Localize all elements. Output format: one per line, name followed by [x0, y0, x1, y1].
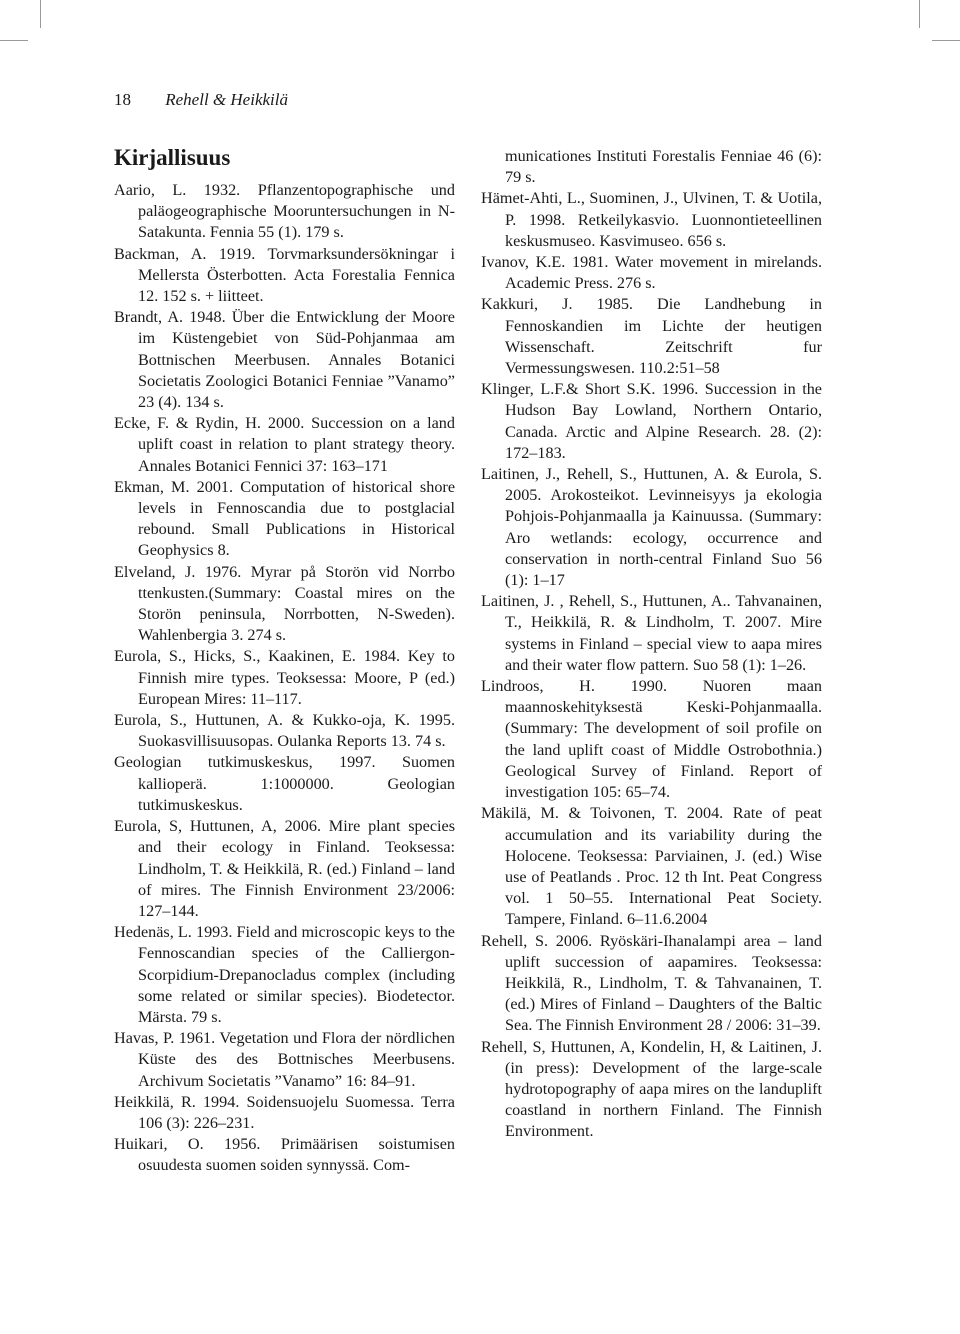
- reference-entry: Ekman, M. 2001. Computation of historical shore levels in Fennoscandia due to postglacial rebound. Small Publications in Historical Geophysics 8.: [114, 477, 455, 560]
- reference-entry: Rehell, S. 2006. Ryöskäri-Ihanalampi area – land uplift succession of aapamires. Teoksessa: Heikkilä, R., Lindholm, T. & Tahvanainen, T. (ed.) Mires of Finland – Daughters of the Baltic Sea. The Finnish Environment 28 / 2006: 31–39.: [481, 931, 822, 1035]
- reference-entry: Hedenäs, L. 1993. Field and microscopic keys to the Fennoscandian species of the Calliergon-Scorpidium-Drepanocladus complex (including some related or similar species). Biodetector. Märsta. 79 s.: [114, 923, 455, 1026]
- reference-entry: Eurola, S, Huttunen, A, 2006. Mire plant species and their ecology in Finland. Teoksessa: Lindholm, T. & Heikkilä, R. (ed.) Finland – land of mires. The Finnish Environment 23/2006: 127–144.: [114, 817, 455, 920]
- reference-entry: Kakkuri, J. 1985. Die Landhebung in Fennoskandien im Lichte der heutigen Wissenschaft. Zeitschrift fur Vermessungswesen. 110.2:51–58: [481, 295, 822, 378]
- page-number: 18: [114, 90, 131, 109]
- reference-entry: Eurola, S., Hicks, S., Kaakinen, E. 1984. Key to Finnish mire types. Teoksessa: Moore, P (ed.) European Mires: 11–117.: [114, 647, 455, 708]
- reference-entry: Geologian tutkimuskeskus, 1997. Suomen kallioperä. 1:1000000. Geologian tutkimuskeskus.: [114, 753, 455, 814]
- reference-entry: Aario, L. 1932. Pflanzentopographische und paläogeographische Mooruntersuchungen in N-Satakunta. Fennia 55 (1). 179 s.: [114, 181, 455, 242]
- reference-entry: Laitinen, J. , Rehell, S., Huttunen, A.. Tahvanainen, T., Heikkilä, R. & Lindholm, T. 2007. Mire systems in Finland – special view to aapa mires and their water flow pattern. Suo 58 (1): 1–26.: [481, 592, 822, 674]
- running-header-authors: Rehell & Heikkilä: [165, 90, 288, 109]
- section-title: Kirjallisuus: [114, 145, 231, 170]
- reference-entry: Brandt, A. 1948. Über die Entwicklung der Moore im Küstengebiet von Süd-Pohjanmaa am Bottnischen Meerbusen. Annales Botanici Societatis Zoologici Botanici Fenniae ”Vanamo” 23 (4). 134 s.: [114, 308, 455, 412]
- reference-entry: Elveland, J. 1976. Myrar på Storön vid Norrbo ttenkusten.(Summary: Coastal mires on the Storön peninsula, Norrbotten, N-Sweden). Wahlenbergia 3. 274 s.: [114, 562, 455, 645]
- reference-entry: Backman, A. 1919. Torvmarksundersökningar i Mellersta Österbotten. Acta Forestalia Fennica 12. 152 s. + liitteet.: [114, 244, 455, 306]
- reference-entry: Lindroos, H. 1990. Nuoren maan maannoskehityksestä Keski-Pohjanmaalla. (Summary: The development of soil profile on the land uplift coast of Middle Ostrobothnia.) Geological Survey of Finland. Report of investigation 105: 65–74.: [481, 677, 822, 802]
- reference-list-left-column: [114, 180, 455, 1177]
- reference-entry: Ecke, F. & Rydin, H. 2000. Succession on a land uplift coast in relation to plant strategy theory. Annales Botanici Fennici 37: 163–171: [114, 414, 455, 475]
- reference-entry: Eurola, S., Huttunen, A. & Kukko-oja, K. 1995. Suokasvillisuusopas. Oulanka Reports 13. 74 s.: [114, 711, 455, 751]
- reference-entry: Huikari, O. 1956. Primäärisen soistumisen osuudesta suomen soiden synnyssä. Com-: [114, 1135, 455, 1175]
- crop-mark-top-right-h: [932, 40, 960, 41]
- reference-entry: Havas, P. 1961. Vegetation und Flora der nördlichen Küste des des Bottnisches Meerbusens. Archivum Societatis ”Vanamo” 16: 84–91.: [114, 1029, 455, 1090]
- reference-list-right-column: [481, 146, 822, 1143]
- running-header: [114, 88, 288, 112]
- reference-entry: Mäkilä, M. & Toivonen, T. 2004. Rate of peat accumulation and its variability during the Holocene. Teoksessa: Parviainen, J. (ed.) Wise use of Peatlands . Proc. 12 th Int. Peat Congress vol. 1 50–55. International Peat Society. Tampere, Finland. 6–11.6.2004: [481, 804, 822, 929]
- reference-entry: Ivanov, K.E. 1981. Water movement in mirelands. Academic Press. 276 s.: [481, 253, 822, 293]
- reference-entry: Laitinen, J., Rehell, S., Huttunen, A. & Eurola, S. 2005. Arokosteikot. Levinneisyys ja ekologia Pohjois-Pohjanmaalla ja Kainuussa. (Summary: Aro wetlands: ecology, occurrence and conservation in north-central Finland Suo 56 (1): 1–17: [481, 465, 822, 590]
- reference-continuation: municationes Instituti Forestalis Fenniae 46 (6): 79 s.: [505, 147, 822, 187]
- reference-entry: Heikkilä, R. 1994. Soidensuojelu Suomessa. Terra 106 (3): 226–231.: [114, 1092, 455, 1132]
- reference-entry: Rehell, S, Huttunen, A, Kondelin, H, & Laitinen, J. (in press): Development of the large-scale hydrotopography of aapa mires on the landuplift coastland in northern Finland. The Finnish Environment.: [481, 1037, 822, 1141]
- reference-entry: Hämet-Ahti, L., Suominen, J., Ulvinen, T. & Uotila, P. 1998. Retkeilykasvio. Luonnontieteellinen keskusmuseo. Kasvimuseo. 656 s.: [481, 189, 822, 250]
- crop-mark-top-left-v: [40, 0, 41, 28]
- crop-mark-top-right-v: [919, 0, 920, 28]
- crop-mark-top-left-h: [0, 40, 28, 41]
- reference-entry: Klinger, L.F.& Short S.K. 1996. Succession in the Hudson Bay Lowland, Northern Ontario, Canada. Arctic and Alpine Research. 28. (2): 172–183.: [481, 380, 822, 462]
